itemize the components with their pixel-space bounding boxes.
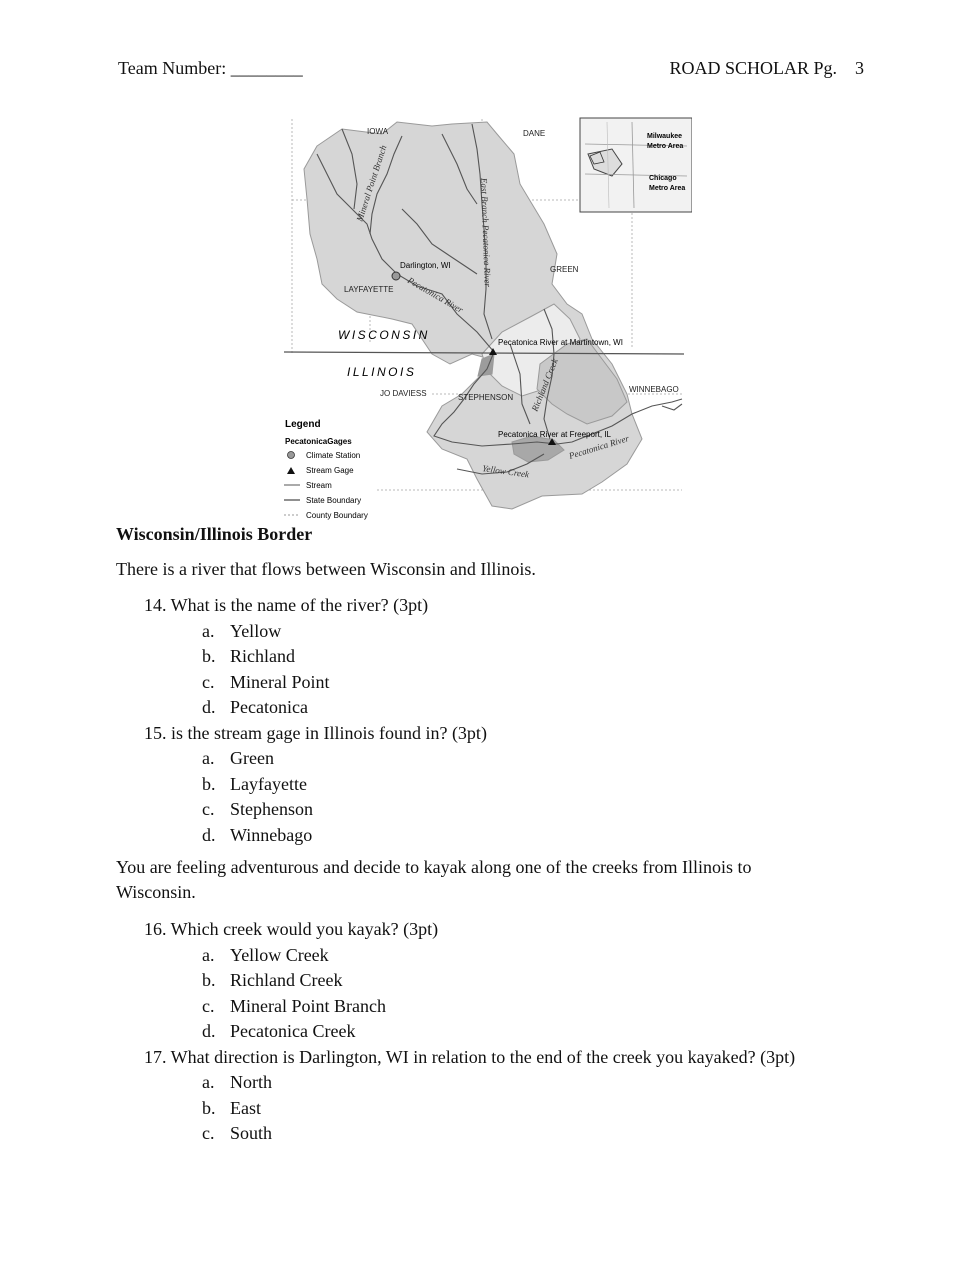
question-list-1: [144, 593, 487, 848]
section-title: Wisconsin/Illinois Border: [116, 524, 313, 544]
river-label-mineral-point: Mineral Point Branch: [354, 143, 389, 223]
question-17: 17. What direction is Darlington, WI in relation to the end of the creek you kayaked? (3pt): [144, 1046, 796, 1067]
page-header-title: ROAD SCHOLAR Pg. 3: [669, 58, 864, 78]
place-label-martintown: Pecatonica River at Martintown, WI: [498, 338, 623, 347]
pecatonica-watershed-map: [282, 114, 692, 522]
option-item: c. Mineral Point Branch: [202, 995, 386, 1016]
county-label-layfayette: LAYFAYETTE: [344, 285, 394, 294]
option-item: d. Pecatonica: [202, 697, 308, 717]
option-item: c. South: [202, 1123, 273, 1143]
option-item: c. Stephenson: [202, 799, 313, 819]
question-15: 15. is the stream gage in Illinois found in? (3pt): [144, 722, 487, 743]
inset-label-milwaukee: Milwaukee: [647, 133, 683, 140]
state-label-wisconsin: WISCONSIN: [338, 328, 430, 342]
option-item: a. Yellow: [202, 620, 282, 641]
option-item: b. Layfayette: [202, 773, 307, 794]
county-label-iowa: IOWA: [367, 127, 389, 136]
question-14: 14. What is the name of the river? (3pt): [144, 595, 429, 615]
river-label-pecatonica: Pecatonica River: [406, 275, 465, 315]
option-item: a. North: [202, 1072, 272, 1092]
option-item: a. Green: [202, 748, 274, 768]
inset-label-chicago: Chicago: [649, 175, 677, 182]
legend-item-stream-gage: Stream Gage: [306, 466, 354, 475]
option-item: a. Yellow Creek: [202, 944, 329, 965]
intro-paragraph: There is a river that flows between Wisconsin and Illinois.: [116, 559, 536, 579]
county-label-winnebago: WINNEBAGO: [629, 385, 679, 394]
inset-map: [580, 118, 692, 212]
question-16: 16. Which creek would you kayak? (3pt): [144, 919, 439, 939]
option-item: d. Pecatonica Creek: [202, 1021, 356, 1041]
place-label-darlington: Darlington, WI: [400, 261, 451, 270]
state-label-illinois: ILLINOIS: [347, 365, 417, 379]
legend-item-state-boundary: State Boundary: [306, 496, 362, 505]
river-label-east-branch: East Branch Pecatonica River: [479, 177, 493, 288]
legend-climate-station-icon: [288, 452, 295, 459]
question-list-2: [144, 917, 795, 1147]
kayak-paragraph-line-1: You are feeling adventurous and decide to kayak along one of the creeks from Illinois to: [116, 857, 752, 877]
climate-station-marker: [392, 272, 400, 280]
county-label-dane: DANE: [523, 129, 546, 138]
river-label-pecatonica-east: Pecatonica River: [567, 433, 631, 461]
option-item: b. Richland: [202, 646, 295, 666]
county-label-stephenson: STEPHENSON: [458, 393, 514, 402]
inset-label-chicago-metro: Metro Area: [649, 185, 686, 192]
option-item: b. East: [202, 1097, 261, 1118]
option-item: b. Richland Creek: [202, 970, 343, 990]
option-item: c. Mineral Point: [202, 671, 330, 692]
river-label-richland: Richland Creek: [529, 357, 560, 413]
legend-title: Legend: [285, 419, 321, 430]
legend-subtitle: PecatonicaGages: [285, 437, 352, 446]
legend-item-climate-station: Climate Station: [306, 451, 361, 460]
inset-label-milwaukee-metro: Metro Area: [647, 143, 684, 150]
place-label-freeport: Pecatonica River at Freeport, IL: [498, 430, 611, 439]
legend-item-stream: Stream: [306, 481, 332, 490]
option-item: d. Winnebago: [202, 824, 313, 845]
map-legend: [284, 419, 368, 520]
team-number-label: Team Number: ________: [118, 58, 303, 78]
legend-stream-gage-icon: [287, 467, 295, 474]
legend-item-county-boundary: County Boundary: [306, 511, 368, 520]
kayak-paragraph-line-2: Wisconsin.: [116, 882, 196, 902]
river-label-yellow: Yellow Creek: [481, 463, 530, 480]
county-label-jo-daviess: JO DAVIESS: [380, 389, 427, 398]
county-label-green: GREEN: [550, 265, 579, 274]
